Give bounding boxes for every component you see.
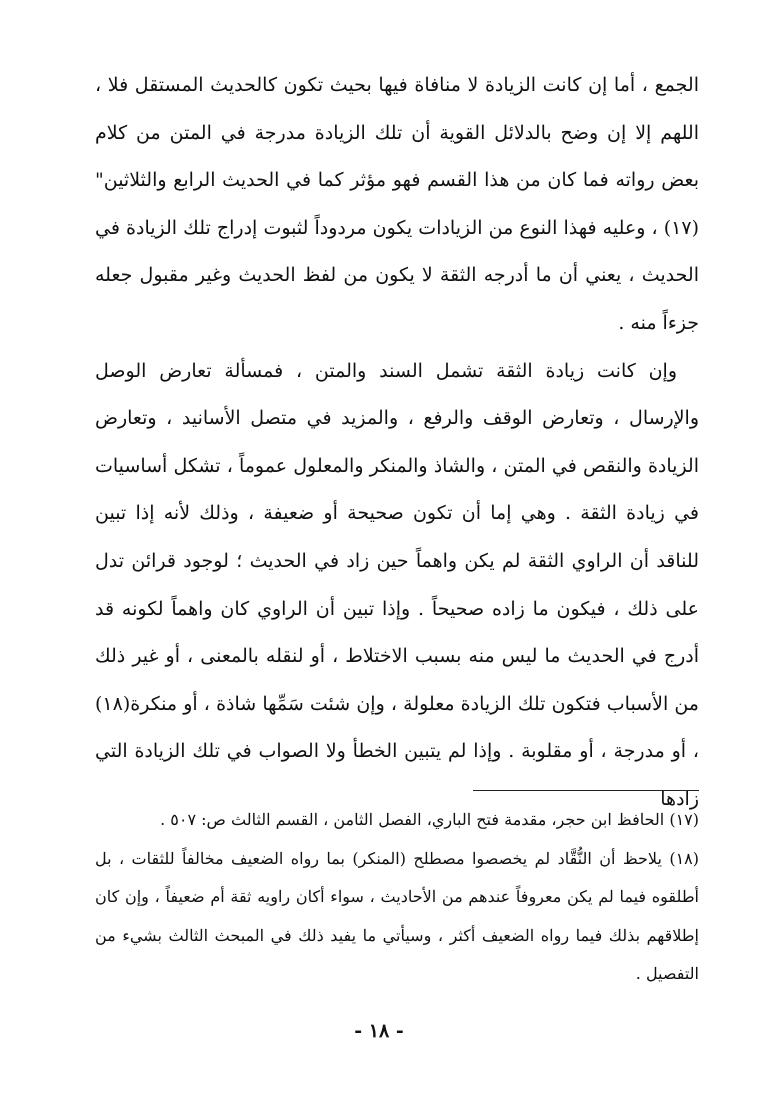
page-number: - ١٨ - <box>354 1020 404 1042</box>
footnote-separator <box>473 790 699 791</box>
main-text-block <box>95 62 699 824</box>
body-text <box>95 62 699 824</box>
footnote-18: (١٨) يلاحظ أن النُّقَّاد لم يخصصوا مصطلح (المنكر) بما رواه الضعيف مخالفاً للثقات ، بل أطلقوه فيما لم يكن معروفاً عندهم من الأحاديث ، سواء أكان راويه ثقة أم ضعيفاً ، وإن كان إطلاقهم بذلك فيما رواه الضعيف أكثر ، وسيأتي ما يفيد ذلك في المبحث الثالث بشيء من التفصيل . <box>95 848 699 983</box>
footnote-17: (١٧) الحافظ ابن حجر، مقدمة فتح الباري، الفصل الثامن ، القسم الثالث ص: ٥٠٧ . <box>160 810 699 829</box>
paragraph-2: وإن كانت زيادة الثقة تشمل السند والمتن ، فمسألة تعارض الوصل والإرسال ، وتعارض الوقف والرفع ، والمزيد في متصل الأسانيد ، وتعارض الزيادة والنقص في المتن ، والشاذ والمنكر والمعلول عموماً ، تشكل أساسيات في زيادة الثقة . وهي إما أن تكون صحيحة أو ضعيفة ، وذلك لأنه إذا تبين للناقد أن الراوي الثقة لم يكن واهماً حين زاد في الحديث ؛ لوجود قرائن تدل على ذلك ، فيكون ما زاده صحيحاً . وإذا تبين أن الراوي كان واهماً لكونه قد أدرج في الحديث ما ليس منه بسبب الاختلاط ، أو لنقله بالمعنى ، أو غير ذلك من الأسباب فتكون تلك الزيادة معلولة ، وإن شئت سَمِّها شاذة ، أو منكرة(١٨) ، أو مدرجة ، أو مقلوبة . وإذا لم يتبين الخطأ ولا الصواب في تلك الزيادة التي زادها <box>95 359 699 810</box>
footnotes <box>95 801 699 994</box>
paragraph-1: الجمع ، أما إن كانت الزيادة لا منافاة فيها بحيث تكون كالحديث المستقل فلا ، اللهم إلا إن وضح بالدلائل القوية أن تلك الزيادة مدرجة في المتن من كلام بعض رواته فما كان من هذا القسم فهو مؤثر كما في الحديث الرابع والثلاثين"(١٧) ، وعليه فهذا النوع من الزيادات يكون مردوداً لثبوت إدراج تلك الزيادة في الحديث ، يعني أن ما أدرجه الثقة لا يكون من لفظ الحديث وغير مقبول جعله جزءاً منه . <box>95 74 699 334</box>
